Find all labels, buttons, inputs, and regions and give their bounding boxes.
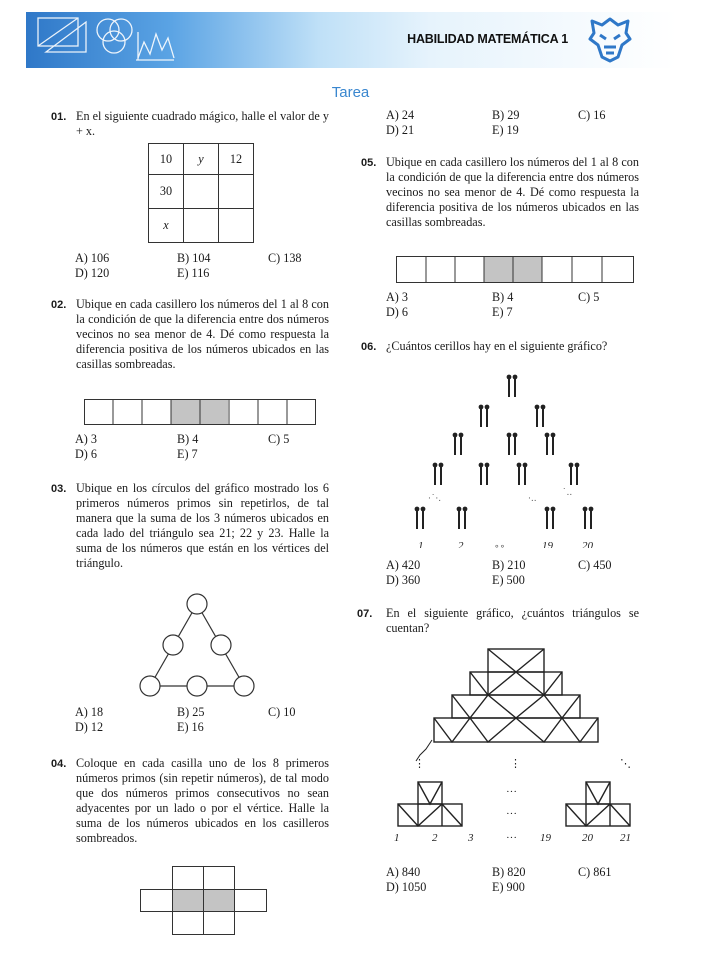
q1-option: D) 120 [75,266,110,280]
q1-side-option: D) 21 [386,123,415,137]
q6-option: C) 450 [578,558,612,572]
q7-option: E) 900 [492,880,525,894]
q5-option: D) 6 [386,305,409,319]
magic-square [148,143,254,243]
vertex-circle [140,676,160,696]
q1-option: C) 138 [268,251,302,265]
triangle-label: 3 [468,832,474,844]
dots-icon: ··· [506,808,517,820]
dots-icon: ⋮ [510,758,521,770]
q1-option: E) 116 [177,266,210,280]
q5-option: C) 5 [578,290,600,304]
section-title: Tarea [331,84,370,101]
q3-option: C) 10 [268,705,296,719]
match-icon [415,375,594,529]
dots-icon: ··· [506,786,517,798]
triangles-figure [390,645,640,853]
q1-side-option: E) 19 [492,123,519,137]
q1-number: 01. [51,111,67,123]
magic-cell [184,209,219,243]
magic-cell: y [184,144,219,175]
header-banner [26,12,677,68]
magic-cell [219,175,254,209]
vertex-circle [234,676,254,696]
course-title: HABILIDAD MATEMÁTICA 1 [407,32,568,46]
q7-text: En el siguiente gráfico, ¿cuántos triángulos se cuentan? [386,606,639,635]
vertex-circle [187,594,207,614]
triangle-label: 20 [582,832,593,844]
q6-option: D) 360 [386,573,421,587]
q6-number: 06. [361,341,377,353]
q2-option: B) 4 [177,432,199,446]
q2-option: D) 6 [75,447,98,461]
q1-text: En el siguiente cuadrado mágico, halle el valor de y + x. [76,109,329,138]
q2-option: E) 7 [177,447,198,461]
q6-option: B) 210 [492,558,526,572]
q6-text: ¿Cuántos cerillos hay en el siguiente gráfico? [386,339,608,353]
magic-cell: 12 [219,144,254,175]
magic-cell [184,175,219,209]
triangle-label: 1 [394,832,400,844]
q1-option: B) 104 [177,251,211,265]
q5-option: A) 3 [386,290,409,304]
q5-number: 05. [361,157,377,169]
lion-logo-icon [588,15,632,63]
matchsticks-figure [410,373,620,548]
triangle-label: 2 [432,832,438,844]
match-label: 2 [458,540,464,548]
q3-number: 03. [51,483,67,495]
match-label: 19 [542,540,553,548]
q5-text: Ubique en cada casillero los números del 1 al 8 con la condición de que la diferencia entre dos números vecinos no sea menor de 4. Dé como respuesta la diferencia positiva de los números ubicados en las casillas sombreadas. [386,155,639,229]
side-circle [163,635,183,655]
magic-cell [219,209,254,243]
q3-text: Ubique en los círculos del gráfico mostrado los 6 primeros números primos sin repetirlos, de tal manera que la suma de los 3 números ubicados en cada lado del triángulo sea 21; 22 y 23. Halle la suma de los números que están en los vértices del triángulo. [76,481,329,570]
q5-boxes [396,256,634,283]
dots-icon: ⋱ [620,758,631,770]
q2-boxes [84,399,316,425]
q5-option: B) 4 [492,290,514,304]
q3-option: A) 18 [75,705,104,719]
q7-option: C) 861 [578,865,612,879]
q6-option: A) 420 [386,558,421,572]
q1-option: A) 106 [75,251,110,265]
q2-option: A) 3 [75,432,98,446]
q2-option: C) 5 [268,432,290,446]
dots-icon: ∘∘ [494,542,506,548]
q4-cross-grid [140,866,268,936]
q1-side-option: A) 24 [386,108,415,122]
q7-option: D) 1050 [386,880,427,894]
math-decoration-icon [26,12,206,68]
magic-cell: 30 [149,175,184,209]
triangle-label: 19 [540,832,551,844]
dots-icon: ⋮ [414,758,425,770]
magic-cell: x [149,209,184,243]
q7-option: A) 840 [386,865,421,879]
dots-icon: ··· [506,832,517,844]
q3-option: B) 25 [177,705,205,719]
magic-cell: 10 [149,144,184,175]
q6-option: E) 500 [492,573,525,587]
q2-number: 02. [51,299,67,311]
side-circle [187,676,207,696]
match-label: 20 [582,540,593,548]
dots-icon: ˙.. [562,488,573,498]
q1-side-option: C) 16 [578,108,606,122]
q4-text: Coloque en cada casilla uno de los 8 primeros números primos (sin repetir números), de tal modo que dos números primos consecutivos no sean adyacentes por un lado o por el vértice. Halle la suma de los números ubicados en los casilleros sombreados. [76,756,329,845]
q3-option: D) 12 [75,720,104,734]
side-circle [211,635,231,655]
q7-number: 07. [357,608,373,620]
dots-icon: ·˙·. [428,494,442,504]
q1-side-option: B) 29 [492,108,520,122]
triangle-circles [130,592,270,702]
q3-option: E) 16 [177,720,204,734]
q2-text: Ubique en cada casillero los números del 1 al 8 con la condición de que la diferencia entre dos números vecinos no sea menor de 4. Dé como respuesta la diferencia positiva de los números ubicados en las casillas sombreadas. [76,297,329,371]
q4-number: 04. [51,758,67,770]
match-label: 1 [418,540,424,548]
dots-icon: ·.. [528,494,537,504]
triangle-label: 21 [620,832,631,844]
q5-option: E) 7 [492,305,513,319]
q7-option: B) 820 [492,865,526,879]
